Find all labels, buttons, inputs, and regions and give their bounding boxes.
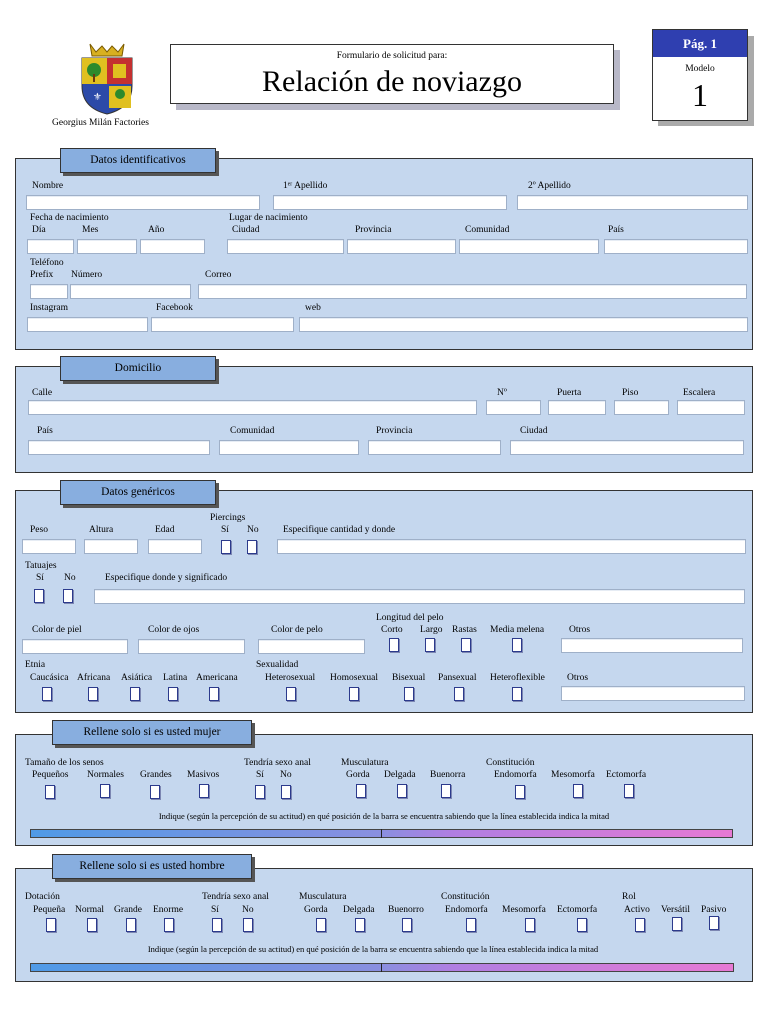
buenorro-checkbox[interactable] [402, 918, 412, 932]
pelo-largo-checkbox[interactable] [425, 638, 435, 652]
label-fecha-nacimiento: Fecha de nacimiento [30, 213, 109, 223]
label-constitucion-mujer: Constitución [486, 758, 535, 768]
mesomorfa-hombre-checkbox[interactable] [525, 918, 535, 932]
title-box [170, 44, 614, 104]
attitude-bar-hombre[interactable] [30, 963, 734, 972]
color-ojos-field[interactable] [138, 639, 245, 654]
section-title-datos-identificativos: Datos identificativos [60, 148, 216, 173]
pelo-rastas-checkbox[interactable] [461, 638, 471, 652]
instagram-field[interactable] [27, 317, 148, 332]
label-telefono: Teléfono [30, 258, 64, 268]
label-peso: Peso [30, 525, 48, 535]
label-piercings: Piercings [210, 513, 246, 523]
correo-field[interactable] [198, 284, 747, 299]
label-provincia: Provincia [355, 225, 392, 235]
senos-masivos-checkbox[interactable] [199, 784, 209, 798]
label-buenorra: Buenorra [430, 770, 466, 780]
label-rol: Rol [622, 892, 636, 902]
label-heterosexual: Heterosexual [265, 673, 316, 683]
label-puerta: Puerta [557, 388, 582, 398]
altura-field[interactable] [84, 539, 138, 554]
label-enorme: Enorme [153, 905, 184, 915]
section-title-domicilio: Domicilio [60, 356, 216, 381]
color-pelo-field[interactable] [258, 639, 365, 654]
label-grande: Grande [114, 905, 142, 915]
delgada-mujer-checkbox[interactable] [397, 784, 407, 798]
label-pequenos: Pequeños [32, 770, 69, 780]
panel-domicilio [15, 366, 753, 473]
label-africana: Africana [77, 673, 111, 683]
label-sexualidad: Sexualidad [256, 660, 299, 670]
senos-normales-checkbox[interactable] [100, 784, 110, 798]
label-color-ojos: Color de ojos [148, 625, 200, 635]
piercings-no-checkbox[interactable] [247, 540, 257, 554]
model-label: Modelo [685, 64, 715, 74]
label-asiatica: Asiática [121, 673, 153, 683]
puerta-field[interactable] [548, 400, 606, 415]
label-pansexual: Pansexual [438, 673, 477, 683]
label-endomorfa-mujer: Endomorfa [494, 770, 537, 780]
label-si-hombre: Sí [211, 905, 219, 915]
label-anio: Año [148, 225, 165, 235]
page-label: Pág. 1 [653, 30, 747, 57]
edad-field[interactable] [148, 539, 202, 554]
label-media-melena: Media melena [490, 625, 545, 635]
label-homosexual: Homosexual [330, 673, 379, 683]
label-piso: Piso [622, 388, 639, 398]
comunidad-domicilio-field[interactable] [219, 440, 359, 455]
label-provincia-domicilio: Provincia [376, 426, 413, 436]
label-delgada-mujer: Delgada [384, 770, 416, 780]
provincia-field[interactable] [347, 239, 456, 254]
dia-field[interactable] [27, 239, 74, 254]
section-title-datos-genericos: Datos genéricos [60, 480, 216, 505]
label-bisexual: Bisexual [392, 673, 426, 683]
numero-field[interactable] [70, 284, 191, 299]
label-dia: Día [32, 225, 46, 235]
label-edad: Edad [155, 525, 175, 535]
form-caption: Formulario de solicitud para: [336, 51, 448, 61]
label-numero: Número [71, 270, 103, 280]
label-dotacion: Dotación [25, 892, 60, 902]
label-especifique-tatuajes: Especifique donde y significado [105, 573, 228, 583]
web-field[interactable] [299, 317, 748, 332]
label-americana: Americana [196, 673, 238, 683]
label-escalera: Escalera [683, 388, 716, 398]
buenorra-checkbox[interactable] [441, 784, 451, 798]
latina-checkbox[interactable] [168, 687, 178, 701]
label-ciudad-domicilio: Ciudad [520, 426, 548, 436]
label-no-hombre: No [242, 905, 254, 915]
label-buenorro: Buenorro [388, 905, 424, 915]
label-versatil: Versátil [661, 905, 691, 915]
model-number: 1 [692, 77, 708, 113]
label-correo: Correo [205, 270, 232, 280]
tatuajes-detalle-field[interactable] [94, 589, 745, 604]
dotacion-pequena-checkbox[interactable] [46, 918, 56, 932]
coat-of-arms-logo [78, 42, 136, 116]
label-comunidad-domicilio: Comunidad [230, 426, 275, 436]
label-sexo-anal-hombre: Tendría sexo anal [202, 892, 269, 902]
senos-pequenos-checkbox[interactable] [45, 785, 55, 799]
label-numero-domicilio: Nº [497, 388, 507, 398]
label-altura: Altura [89, 525, 114, 535]
piercings-detalle-field[interactable] [277, 539, 746, 554]
apellido1-field[interactable] [273, 195, 507, 210]
bisexual-checkbox[interactable] [404, 687, 414, 701]
asiatica-checkbox[interactable] [130, 687, 140, 701]
dotacion-enorme-checkbox[interactable] [164, 918, 174, 932]
midpoint-line-hombre [381, 963, 382, 972]
label-piercings-si: Sí [221, 525, 229, 535]
label-masivos: Masivos [187, 770, 220, 780]
label-normales: Normales [87, 770, 124, 780]
ciudad-field[interactable] [227, 239, 344, 254]
page-box [652, 29, 748, 121]
pansexual-checkbox[interactable] [454, 687, 464, 701]
color-piel-field[interactable] [22, 639, 128, 654]
section-title-mujer: Rellene solo si es usted mujer [52, 720, 252, 745]
dotacion-grande-checkbox[interactable] [126, 918, 136, 932]
tatuajes-si-checkbox[interactable] [34, 589, 44, 603]
pelo-corto-checkbox[interactable] [389, 638, 399, 652]
pelo-otros-field[interactable] [561, 638, 743, 653]
africana-checkbox[interactable] [88, 687, 98, 701]
piercings-si-checkbox[interactable] [221, 540, 231, 554]
escalera-field[interactable] [677, 400, 745, 415]
homosexual-checkbox[interactable] [349, 687, 359, 701]
label-otros-sexualidad: Otros [567, 673, 589, 683]
indique-text-hombre: Indique (según la percepción de su actitud) en qué posición de la barra se encuentra sabiendo que la línea establecida indica la mitad [147, 944, 599, 954]
label-calle: Calle [32, 388, 53, 398]
delgada-hombre-checkbox[interactable] [355, 918, 365, 932]
provincia-domicilio-field[interactable] [368, 440, 501, 455]
label-musculatura-hombre: Musculatura [299, 892, 347, 902]
caucasica-checkbox[interactable] [42, 687, 52, 701]
label-color-piel: Color de piel [32, 625, 82, 635]
rol-versatil-checkbox[interactable] [672, 917, 682, 931]
label-si-mujer: Sí [256, 770, 264, 780]
indique-text-mujer: Indique (según la percepción de su actitud) en qué posición de la barra se encuentra sabiendo que la línea establecida indica la mitad [158, 811, 610, 821]
peso-field[interactable] [22, 539, 76, 554]
midpoint-line-mujer [381, 829, 382, 838]
label-pais: País [608, 225, 624, 235]
anal-no-mujer-checkbox[interactable] [281, 785, 291, 799]
label-ectomorfa-mujer: Ectomorfa [606, 770, 647, 780]
heterosexual-checkbox[interactable] [286, 687, 296, 701]
label-ectomorfa-hombre: Ectomorfa [557, 905, 598, 915]
endomorfa-hombre-checkbox[interactable] [466, 918, 476, 932]
label-musculatura-mujer: Musculatura [341, 758, 389, 768]
label-lugar-nacimiento: Lugar de nacimiento [229, 213, 308, 223]
label-largo: Largo [420, 625, 443, 635]
nombre-field[interactable] [26, 195, 260, 210]
label-delgada-hombre: Delgada [343, 905, 375, 915]
label-activo: Activo [624, 905, 650, 915]
label-nombre: Nombre [32, 181, 64, 191]
gorda-mujer-checkbox[interactable] [356, 784, 366, 798]
label-corto: Corto [381, 625, 403, 635]
dotacion-normal-checkbox[interactable] [87, 918, 97, 932]
form-title: Relación de noviazgo [262, 65, 522, 98]
anal-si-hombre-checkbox[interactable] [212, 918, 222, 932]
label-otros-pelo: Otros [569, 625, 591, 635]
prefix-field[interactable] [30, 284, 68, 299]
label-gorda-mujer: Gorda [346, 770, 370, 780]
label-caucasica: Caucásica [30, 673, 69, 683]
label-piercings-no: No [247, 525, 259, 535]
label-latina: Latina [163, 673, 188, 683]
facebook-field[interactable] [151, 317, 294, 332]
anal-si-mujer-checkbox[interactable] [255, 785, 265, 799]
rol-pasivo-checkbox[interactable] [709, 916, 719, 930]
gorda-hombre-checkbox[interactable] [316, 918, 326, 932]
label-tatuajes: Tatuajes [25, 561, 57, 571]
label-tatuajes-no: No [64, 573, 76, 583]
pelo-media-melena-checkbox[interactable] [512, 638, 522, 652]
label-pais-domicilio: País [37, 426, 53, 436]
section-title-hombre: Rellene solo si es usted hombre [52, 854, 252, 879]
label-mes: Mes [82, 225, 99, 235]
label-sexo-anal-mujer: Tendría sexo anal [244, 758, 311, 768]
anal-no-hombre-checkbox[interactable] [243, 918, 253, 932]
heteroflexible-checkbox[interactable] [512, 687, 522, 701]
company-name: Georgius Milán Factories [52, 118, 149, 128]
americana-checkbox[interactable] [209, 687, 219, 701]
endomorfa-mujer-checkbox[interactable] [515, 785, 525, 799]
mes-field[interactable] [77, 239, 137, 254]
label-web: web [305, 303, 321, 313]
label-apellido2: 2º Apellido [528, 181, 571, 191]
label-mesomorfa-mujer: Mesomorfa [551, 770, 595, 780]
label-mesomorfa-hombre: Mesomorfa [502, 905, 546, 915]
comunidad-field[interactable] [459, 239, 599, 254]
rol-activo-checkbox[interactable] [635, 918, 645, 932]
apellido2-field[interactable] [517, 195, 748, 210]
tatuajes-no-checkbox[interactable] [63, 589, 73, 603]
label-pequena: Pequeña [33, 905, 66, 915]
label-tatuajes-si: Sí [36, 573, 44, 583]
label-rastas: Rastas [452, 625, 477, 635]
label-etnia: Etnia [25, 660, 46, 670]
label-constitucion-hombre: Constitución [441, 892, 490, 902]
calle-field[interactable] [28, 400, 477, 415]
label-grandes: Grandes [140, 770, 172, 780]
label-heteroflexible: Heteroflexible [490, 673, 545, 683]
label-instagram: Instagram [30, 303, 68, 313]
piso-field[interactable] [614, 400, 669, 415]
label-normal: Normal [75, 905, 105, 915]
label-especifique-piercings: Especifique cantidad y donde [283, 525, 396, 535]
numero-domicilio-field[interactable] [486, 400, 541, 415]
mesomorfa-mujer-checkbox[interactable] [573, 784, 583, 798]
label-pasivo: Pasivo [701, 905, 727, 915]
label-endomorfa-hombre: Endomorfa [445, 905, 488, 915]
svg-text:⚜: ⚜ [93, 92, 102, 103]
label-no-mujer: No [280, 770, 292, 780]
senos-grandes-checkbox[interactable] [150, 785, 160, 799]
label-facebook: Facebook [156, 303, 193, 313]
label-longitud-pelo: Longitud del pelo [376, 613, 444, 623]
ectomorfa-mujer-checkbox[interactable] [624, 784, 634, 798]
label-gorda-hombre: Gorda [304, 905, 328, 915]
ectomorfa-hombre-checkbox[interactable] [577, 918, 587, 932]
label-prefix: Prefix [30, 270, 54, 280]
pais-domicilio-field[interactable] [28, 440, 210, 455]
label-color-pelo: Color de pelo [271, 625, 323, 635]
pais-field[interactable] [604, 239, 748, 254]
anio-field[interactable] [140, 239, 205, 254]
label-tamano-senos: Tamaño de los senos [25, 758, 104, 768]
label-apellido1: 1ᵉʳ Apellido [283, 181, 328, 191]
label-comunidad: Comunidad [465, 225, 510, 235]
ciudad-domicilio-field[interactable] [510, 440, 744, 455]
label-ciudad: Ciudad [232, 225, 260, 235]
sexualidad-otros-field[interactable] [561, 686, 745, 701]
